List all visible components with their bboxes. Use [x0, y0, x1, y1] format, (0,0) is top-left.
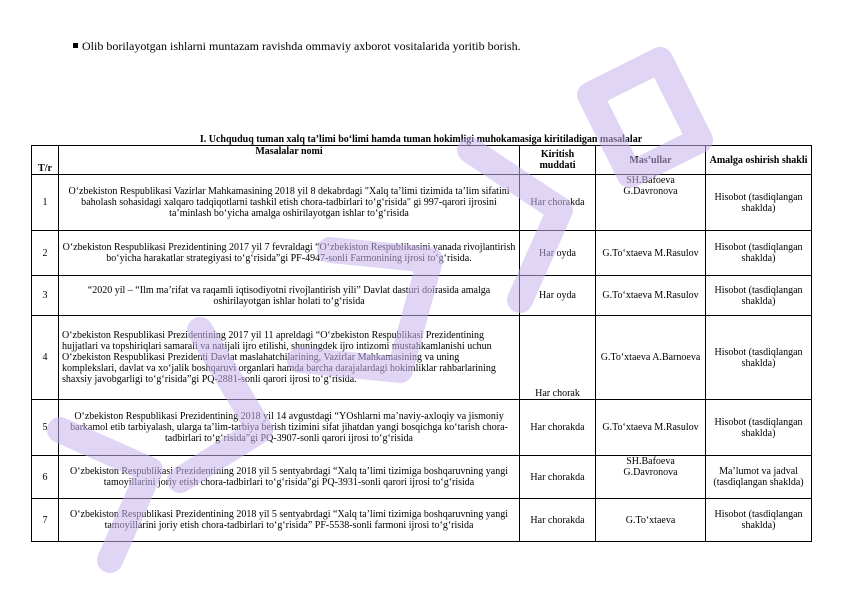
row-deadline: Har chorak	[520, 316, 596, 400]
header-deadline: Kiritish muddati	[520, 146, 596, 175]
row-responsible: G.To‘xtaeva	[596, 499, 706, 542]
row-form: Hisobot (tasdiqlangan shaklda)	[706, 175, 812, 231]
row-responsible: G.To‘xtaeva M.Rasulov	[596, 276, 706, 316]
row-form: Hisobot (tasdiqlangan shaklda)	[706, 400, 812, 456]
row-num: 6	[32, 456, 59, 499]
row-deadline: Har chorakda	[520, 456, 596, 499]
row-name: O‘zbekiston Respublikasi Prezidentining 2017 yil 7 fevraldagi “O‘zbekiston Respublikasini yanada rivojlantirish bo‘yicha harakatlar strategiyasi to‘g‘risida”gi PF-4947-sonli Farmonining ijrosi to‘g‘risida.	[59, 231, 520, 276]
row-num: 5	[32, 400, 59, 456]
row-responsible: SH.Bafoeva G.Davronova	[596, 175, 706, 231]
row-name: O‘zbekiston Respublikasi Prezidentining 2018 yil 5 sentyabrdagi “Xalq ta’limi tizimiga boshqaruvning yangi tamoyillarini joriy etish chora-tadbirlari to‘g‘risida” PF-5538-sonli farmoni ijrosi to‘g‘risida	[59, 499, 520, 542]
table-row	[32, 175, 812, 231]
table-row	[32, 499, 812, 542]
row-deadline: Har oyda	[520, 276, 596, 316]
header-responsible: Mas’ullar	[596, 146, 706, 175]
table-row	[32, 456, 812, 499]
table-row	[32, 400, 812, 456]
row-num: 4	[32, 316, 59, 400]
header-form: Amalga oshirish shakli	[706, 146, 812, 175]
row-form: Ma’lumot va jadval (tasdiqlangan shaklda)	[706, 456, 812, 499]
row-deadline: Har chorakda	[520, 175, 596, 231]
row-name: O‘zbekiston Respublikasi Prezidentining 2017 yil 11 apreldagi “O‘zbekiston Respublikasi Prezidentining hujjatlari va topshiriqlari samarali va natijali ijro etilishi, shuningdek ijro intizomi mustahkamlanishi uchun O‘zbekiston Respublikasi Prezidenti Davlat maslahatchilarining, Vazirlar Mahkamasining va uning komplekslari, davlat va xo‘jalik boshqaruvi organlari hamda barcha darajalardagi hokimliklar rahbarlarining shaxsiy javobgarligi to‘g‘risida”gi PQ-2881-sonli qarori ijrosi to‘g‘risida.	[59, 316, 520, 400]
row-num: 1	[32, 175, 59, 231]
row-form: Hisobot (tasdiqlangan shaklda)	[706, 276, 812, 316]
row-name: O‘zbekiston Respublikasi Prezidentining 2018 yil 14 avgustdagi “YOshlarni ma’naviy-axloqiy va jismoniy barkamol etib tarbiyalash, ularga ta’lim-tarbiya berish tizimini sifat jihatdan yangi bosqichga ko‘tarish chora-tadbirlari to‘g‘risida”gi PQ-3907-sonli qarori ijrosi to‘g‘risida	[59, 400, 520, 456]
row-responsible: SH.Bafoeva G.Davronova	[596, 456, 706, 499]
bullet-text: Olib borilayotgan ishlarni muntazam ravishda ommaviy axborot vositalarida yoritib borish.	[82, 39, 521, 53]
row-form: Hisobot (tasdiqlangan shaklda)	[706, 231, 812, 276]
row-deadline: Har oyda	[520, 231, 596, 276]
row-num: 7	[32, 499, 59, 542]
table-title: I. Uchquduq tuman xalq ta’limi bo‘limi hamda tuman hokimligi muhokamasiga kiritiladigan masalalar	[199, 134, 643, 145]
row-name: O‘zbekiston Respublikasi Vazirlar Mahkamasining 2018 yil 8 dekabrdagi "Xalq ta’limi tizimida ta’lim sifatini baholash sohasidagi xalqaro tadqiqotlarni tashkil etish chora-tadbirlari to‘g‘risida" gi 997-qarori ijrosini ta’minlash bo‘yicha amalga oshirilayotgan ishlar to‘g‘risida	[59, 175, 520, 231]
table-row	[32, 231, 812, 276]
table-row	[32, 316, 812, 400]
row-deadline: Har chorakda	[520, 400, 596, 456]
table-row	[32, 276, 812, 316]
issues-table	[31, 145, 812, 542]
row-responsible: G.To‘xtaeva A.Barnoeva	[596, 316, 706, 400]
row-responsible: G.To‘xtaeva M.Rasulov	[596, 400, 706, 456]
header-name: Masalalar nomi	[59, 146, 520, 175]
row-name: “2020 yil – “Ilm ma’rifat va raqamli iqtisodiyotni rivojlantirish yili” Davlat dasturi doirasida amalga oshirilayotgan ishlar holati to‘g‘risida	[59, 276, 520, 316]
table-header-row	[32, 146, 812, 175]
row-num: 2	[32, 231, 59, 276]
row-name: O‘zbekiston Respublikasi Prezidentining 2018 yil 5 sentyabrdagi “Xalq ta’limi tizimiga boshqaruvning yangi tamoyillarini joriy etish chora-tadbirlari to‘g‘risida”gi PQ-3931-sonli qarori ijrosi to‘g‘risida	[59, 456, 520, 499]
row-num: 3	[32, 276, 59, 316]
row-form: Hisobot (tasdiqlangan shaklda)	[706, 316, 812, 400]
bullet-item	[73, 39, 521, 54]
row-deadline: Har chorakda	[520, 499, 596, 542]
header-num: T/r	[32, 146, 59, 175]
row-form: Hisobot (tasdiqlangan shaklda)	[706, 499, 812, 542]
row-responsible: G.To‘xtaeva M.Rasulov	[596, 231, 706, 276]
bullet-square-icon	[73, 43, 78, 48]
